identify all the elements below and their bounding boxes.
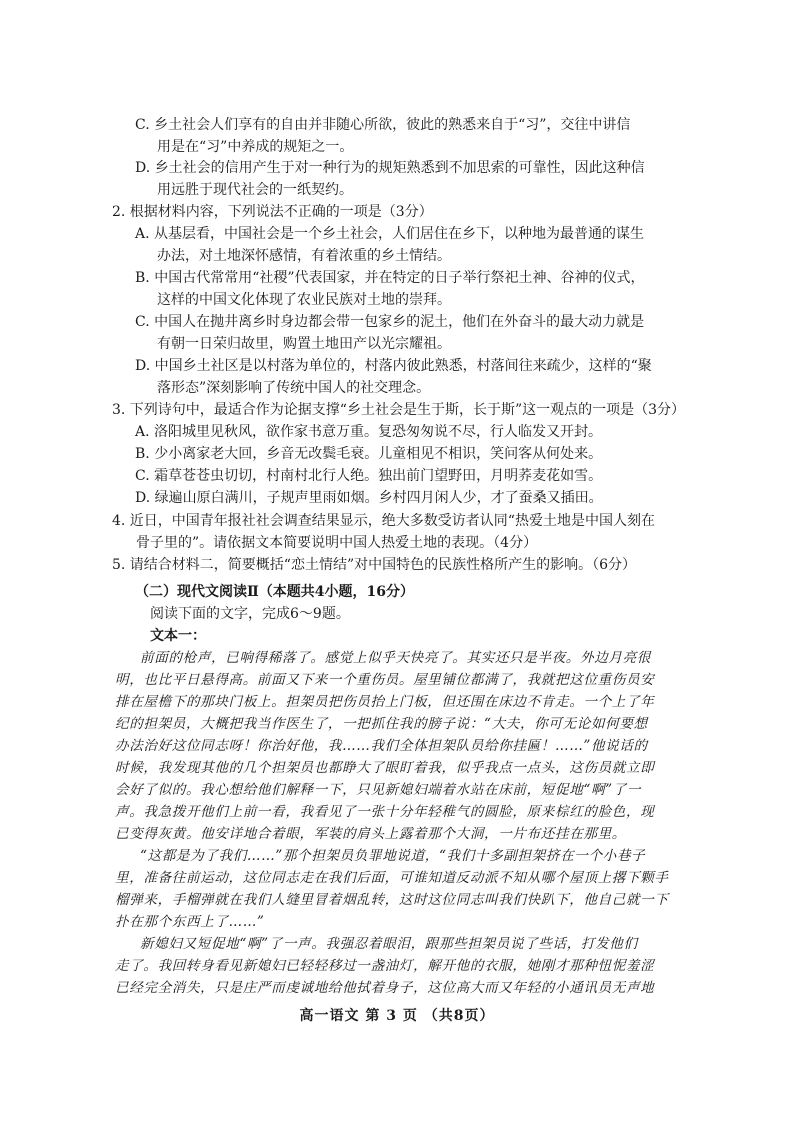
section-title: （二）现代文阅读Ⅱ（本题共4小题，16分） bbox=[135, 584, 415, 600]
passage-line: 纪的担架员，大概把我当作医生了，一把抓住我的膀子说：“大夫，你可无论如何要想 bbox=[115, 716, 648, 732]
question-2: 2. 根据材料内容，下列说法不正确的一项是（3分） bbox=[112, 204, 433, 220]
option-2a: A. 从基层看，中国社会是一个乡土社会，人们居住在乡下，以种地为最普通的谋生 bbox=[135, 226, 645, 242]
page-footer: 高一语文 第 3 页 （共8页） bbox=[299, 1008, 495, 1024]
option-1d-cont: 用远胜于现代社会的一纸契约。 bbox=[157, 182, 353, 198]
passage-line: 扑在那个东西上了……” bbox=[115, 914, 265, 930]
option-2b: B. 中国古代常常用“社稷”代表国家，并在特定的日子举行祭祀土神、谷神的仪式， bbox=[135, 270, 645, 286]
question-4: 4. 近日，中国青年报社社会调查结果显示，绝大多数受访者认同“热爱土地是中国人刻在 bbox=[112, 513, 655, 529]
option-2b-cont: 这样的中国文化体现了农业民族对土地的崇拜。 bbox=[157, 292, 451, 308]
passage-line: 会好了似的。我心想给他们解释一下，只见新媳妇端着水站在床前，短促地“啊”了一 bbox=[115, 782, 642, 798]
option-3d: D. 绿遍山原白满川，子规声里雨如烟。乡村四月闲人少，才了蚕桑又插田。 bbox=[135, 490, 603, 506]
question-5: 5. 请结合材料二，简要概括“恋土情结”对中国特色的民族性格所产生的影响。（6分） bbox=[112, 557, 637, 573]
option-2d: D. 中国乡土社区是以村落为单位的，村落内彼此熟悉，村落间往来疏少，这样的“聚 bbox=[135, 358, 652, 374]
passage-line: 办法治好这位同志呀！你治好他，我……我们全体担架队员给你挂匾！……”他说话的 bbox=[115, 738, 648, 754]
option-1d: D. 乡土社会的信用产生于对一种行为的规矩熟悉到不加思索的可靠性，因此这种信 bbox=[135, 160, 645, 176]
passage-line: 前面的枪声，已响得稀落了。感觉上似乎天快亮了。其实还只是半夜。外边月亮很 bbox=[140, 650, 651, 666]
option-1c: C. 乡土社会人们享有的自由并非随心所欲，彼此的熟悉来自于“习”，交往中讲信 bbox=[135, 117, 631, 133]
question-3: 3. 下列诗句中，最适合作为论据支撑“乡土社会是生于斯，长于斯”这一观点的一项是（3分） bbox=[112, 402, 686, 418]
passage-line: “这都是为了我们……”那个担架员负罪地说道，“我们十多副担架挤在一个小巷子 bbox=[140, 848, 646, 864]
option-3b: B. 少小离家老大回，乡音无改鬓毛衰。儿童相见不相识，笑问客从何处来。 bbox=[135, 446, 603, 462]
option-3c: C. 霜草苍苍虫切切，村南村北行人绝。独出前门望野田，月明荞麦花如雪。 bbox=[135, 468, 603, 484]
passage-line: 声。我急拨开他们上前一看，我看见了一张十分年轻稚气的圆脸，原来棕红的脸色，现 bbox=[115, 804, 655, 820]
passage-line: 里，准备往前运动，这位同志走在我们后面，可谁知道反动派不知从哪个屋顶上撂下颗手 bbox=[115, 870, 669, 886]
passage-line: 排在屋檐下的那块门板上。担架员把伤员抬上门板，但还围在床边不肯走。一个上了年 bbox=[115, 694, 655, 710]
passage-line: 已变得灰黄。他安详地合着眼，军装的肩头上露着那个大洞，一片布还挂在那里。 bbox=[115, 826, 626, 842]
instruction: 阅读下面的文字，完成6～9题。 bbox=[150, 606, 350, 622]
passage-line: 榴弹来，手榴弹就在我们人缝里冒着烟乱转，这时这位同志叫我们快趴下，他自己就一下 bbox=[115, 892, 669, 908]
option-2d-cont: 落形态”深刻影响了传统中国人的社交理念。 bbox=[157, 380, 431, 396]
passage-line: 走了。我回转身看见新媳妇已轻轻移过一盏油灯，解开他的衣服，她刚才那种忸怩羞涩 bbox=[115, 958, 655, 974]
option-1c-cont: 用是在“习”中养成的规矩之一。 bbox=[157, 139, 354, 155]
option-2c-cont: 有朝一日荣归故里，购置土地田产以光宗耀祖。 bbox=[157, 336, 451, 352]
passage-line: 新媳妇又短促地“啊”了一声。我强忍着眼泪，跟那些担架员说了些话，打发他们 bbox=[140, 936, 638, 952]
question-4-cont: 骨子里的”。请依据文本简要说明中国人热爱土地的表现。（4分） bbox=[136, 535, 538, 551]
passage-line: 已经完全消失，只是庄严而虔诚地给他拭着身子，这位高大而又年轻的小通讯员无声地 bbox=[115, 980, 655, 996]
passage-line: 明，也比平日悬得高。前面又下来一个重伤员。屋里铺位都满了，我就把这位重伤员安 bbox=[115, 672, 655, 688]
option-3a: A. 洛阳城里见秋风，欲作家书意万重。复恐匆匆说不尽，行人临发又开封。 bbox=[135, 424, 603, 440]
option-2a-cont: 办法，对土地深怀感情，有着浓重的乡土情结。 bbox=[157, 248, 451, 264]
passage-line: 时候，我发现其他的几个担架员也都睁大了眼盯着我，似乎我点一点头，这伤员就立即 bbox=[115, 760, 655, 776]
option-2c: C. 中国人在抛井离乡时身边都会带一包家乡的泥土，他们在外奋斗的最大动力就是 bbox=[135, 314, 645, 330]
text-one-label: 文本一： bbox=[150, 628, 206, 644]
